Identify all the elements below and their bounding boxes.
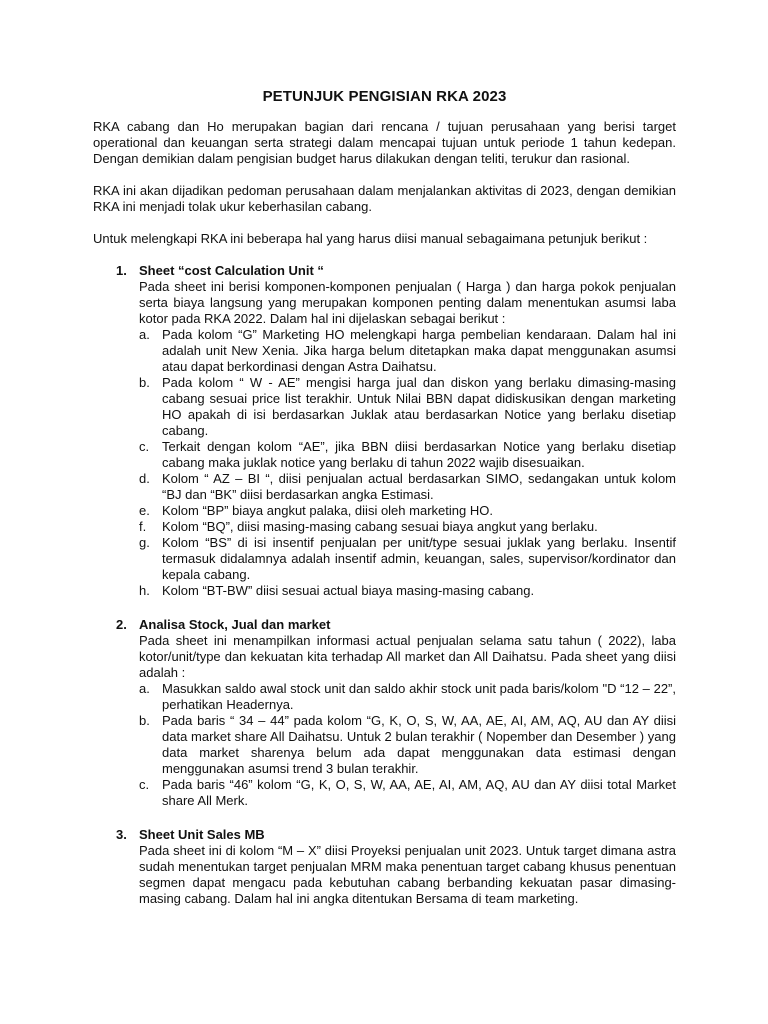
section-items bbox=[139, 681, 676, 809]
item-text: Pada kolom “ W - AE” mengisi harga jual dan diskon yang berlaku dimasing-masing cabang sesuai price list terakhir. Untuk Nilai BBN dapat didiskusikan dengan marketing HO apakah di isi berdasarkan Juklak atau berdasarkan Notice yang berlaku disetiap cabang. bbox=[162, 375, 676, 438]
item-text: Pada baris “46” kolom “G, K, O, S, W, AA, AE, AI, AM, AQ, AU dan AY diisi total Market share All Merk. bbox=[162, 777, 676, 808]
item-text: Kolom “ AZ – BI “, diisi penjualan actual berdasarkan SIMO, sedangakan untuk kolom “BJ dan “BK” diisi berdasarkan angka Estimasi. bbox=[162, 471, 676, 502]
section-number: 3. bbox=[116, 827, 127, 842]
sections-list bbox=[93, 263, 676, 907]
item-marker: f. bbox=[139, 519, 147, 534]
item-marker: a. bbox=[139, 327, 150, 342]
document-title: PETUNJUK PENGISIAN RKA 2023 bbox=[262, 88, 507, 105]
item-marker: g. bbox=[139, 535, 150, 550]
section-number: 2. bbox=[116, 617, 127, 632]
item-text: Kolom “BP” biaya angkut palaka, diisi oleh marketing HO. bbox=[162, 503, 493, 518]
item-text: Kolom “BQ”, diisi masing-masing cabang sesuai biaya angkut yang berlaku. bbox=[162, 519, 598, 534]
intro-paragraph-1: RKA cabang dan Ho merupakan bagian dari rencana / tujuan perusahaan yang berisi target operational dan keuangan serta strategi dalam mencapai tujuan untuk periode 1 tahun kedepan. Dengan demikian dalam pengisian budget harus dilakukan dengan teliti, terukur dan rasional. bbox=[93, 119, 676, 166]
item-marker: c. bbox=[139, 439, 150, 454]
list-item bbox=[139, 439, 676, 471]
section-title: Sheet Unit Sales MB bbox=[139, 827, 265, 842]
section-number: 1. bbox=[116, 263, 127, 278]
list-item bbox=[139, 713, 676, 777]
intro-paragraph-2: RKA ini akan dijadikan pedoman perusahaan dalam menjalankan aktivitas di 2023, dengan demikian RKA ini menjadi tolak ukur keberhasilan cabang. bbox=[93, 183, 676, 214]
section-items bbox=[139, 327, 676, 599]
section-3 bbox=[93, 827, 676, 907]
section-body: Pada sheet ini berisi komponen-komponen penjualan ( Harga ) dan harga pokok penjualan serta biaya langsung yang merupakan komponen penting dalam menentukan asumsi laba kotor pada RKA 2022. Dalam hal ini dijelaskan sebagai berikut : bbox=[139, 279, 676, 326]
list-item bbox=[139, 375, 676, 439]
item-text: Pada baris “ 34 – 44” pada kolom “G, K, O, S, W, AA, AE, AI, AM, AQ, AU dan AY diisi data market share All Daihatsu. Untuk 2 bulan terakhir ( Nopember dan Desember ) yang data market sharenya belum ada dapat menggunakan data estimasi dengan menggunakan asumsi trend 3 bulan terakhir. bbox=[162, 713, 676, 776]
list-item bbox=[139, 471, 676, 503]
item-text: Kolom “BS” di isi insentif penjualan per unit/type sesuai juklak yang berlaku. Insentif termasuk didalamnya adalah insentif admin, keuangan, sales, supervisor/kordinator dan kepala cabang. bbox=[162, 535, 676, 582]
list-item bbox=[139, 519, 676, 535]
item-marker: b. bbox=[139, 713, 150, 728]
list-item bbox=[139, 777, 676, 809]
list-item bbox=[139, 327, 676, 375]
item-marker: a. bbox=[139, 681, 150, 696]
list-item bbox=[139, 681, 676, 713]
item-text: Terkait dengan kolom “AE”, jika BBN diisi berdasarkan Notice yang berlaku disetiap cabang maka juklak notice yang berlaku di tahun 2022 wajib disesuaikan. bbox=[162, 439, 676, 470]
section-title: Analisa Stock, Jual dan market bbox=[139, 617, 331, 632]
item-text: Masukkan saldo awal stock unit dan saldo akhir stock unit pada baris/kolom "D “12 – 22”, perhatikan Headernya. bbox=[162, 681, 676, 712]
section-title: Sheet “cost Calculation Unit “ bbox=[139, 263, 324, 278]
section-body: Pada sheet ini menampilkan informasi actual penjualan selama satu tahun ( 2022), laba kotor/unit/type dan kekuatan kita terhadap All market dan All Daihatsu. Pada sheet yang diisi adalah : bbox=[139, 633, 676, 680]
section-2 bbox=[93, 617, 676, 809]
section-1 bbox=[93, 263, 676, 599]
list-item bbox=[139, 583, 676, 599]
item-marker: d. bbox=[139, 471, 150, 486]
item-text: Kolom “BT-BW” diisi sesuai actual biaya masing-masing cabang. bbox=[162, 583, 535, 598]
intro-paragraph-3: Untuk melengkapi RKA ini beberapa hal yang harus diisi manual sebagaimana petunjuk berikut : bbox=[93, 231, 648, 246]
item-marker: e. bbox=[139, 503, 150, 518]
item-marker: c. bbox=[139, 777, 150, 792]
list-item bbox=[139, 535, 676, 583]
list-item bbox=[139, 503, 676, 519]
item-text: Pada kolom “G” Marketing HO melengkapi harga pembelian kendaraan. Dalam hal ini adalah unit New Xenia. Jika harga belum ditetapkan maka dapat menggunakan asumsi atau dapat berkordinasi dengan Astra Daihatsu. bbox=[162, 327, 676, 374]
item-marker: h. bbox=[139, 583, 150, 598]
section-body: Pada sheet ini di kolom “M – X” diisi Proyeksi penjualan unit 2023. Untuk target dimana astra sudah menentukan target penjualan MRM maka penentuan target cabang khusus penentuan segmen dapat mengacu pada kebutuhan cabang berbanding kekuatan pasar dimasing-masing cabang. Dalam hal ini angka ditentukan Bersama di team marketing. bbox=[139, 843, 676, 906]
item-marker: b. bbox=[139, 375, 150, 390]
